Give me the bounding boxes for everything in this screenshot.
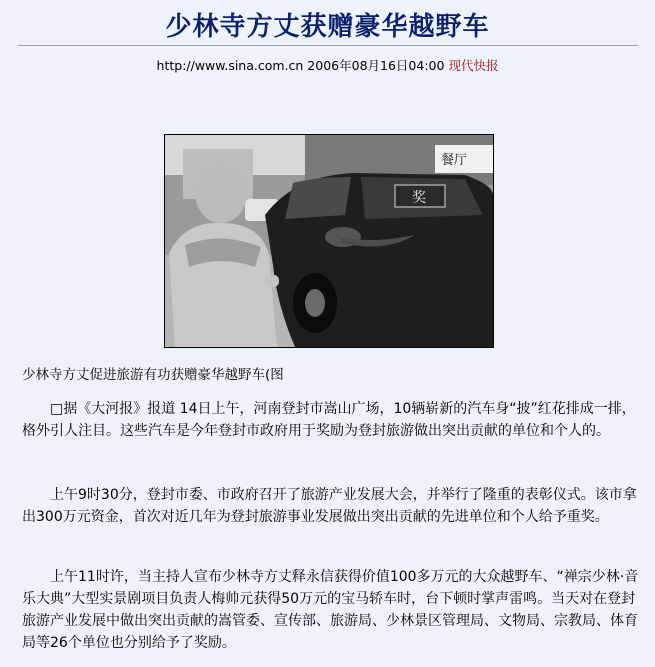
source-link[interactable]: 现代快报 (448, 58, 499, 73)
article-meta (0, 56, 655, 74)
photo-sign-text: 餐厅 (441, 153, 468, 168)
paragraph-2: 上午9时30分，登封市委、市政府召开了旅游产业发展大会，并举行了隆重的表彰仪式。该市拿出300万元资金，首次对近几年为登封旅游事业发展做出突出贡献的先进单位和个人给予重奖。 (22, 487, 637, 525)
article-title: 少林寺方丈获赠豪华越野车 (165, 12, 490, 42)
paragraph-1: □据《大河报》报道 14日上午，河南登封市嵩山广场，10辆崭新的汽车身“披”红花排成一排，格外引人注目。这些汽车是今年登封市政府用于奖励为登封旅游做出突出贡献的单位和个人的。 (22, 401, 636, 439)
meta-url-date: http://www.sina.com.cn 2006年08月16日04:00 (156, 58, 445, 73)
title-divider (18, 45, 638, 46)
news-photo (164, 134, 494, 348)
photo-windshield-sign: 奖 (412, 190, 426, 206)
paragraph-3: 上午11时许，当主持人宣布少林寺方丈释永信获得价值100多万元的大众越野车、“禅宗少林·音乐大典”大型实景剧项目负责人梅帅元获得50万元的宝马轿车时，台下顿时掌声雷鸣。当天对在登封旅游产业发展中做出突出贡献的嵩管委、宣传部、旅游局、少林景区管理局、文物局、宗教局、体育局等26个单位也分别给予了奖励。 (22, 569, 639, 651)
photo-caption: 少林寺方丈促进旅游有功获赠豪华越野车(图 (22, 367, 284, 383)
